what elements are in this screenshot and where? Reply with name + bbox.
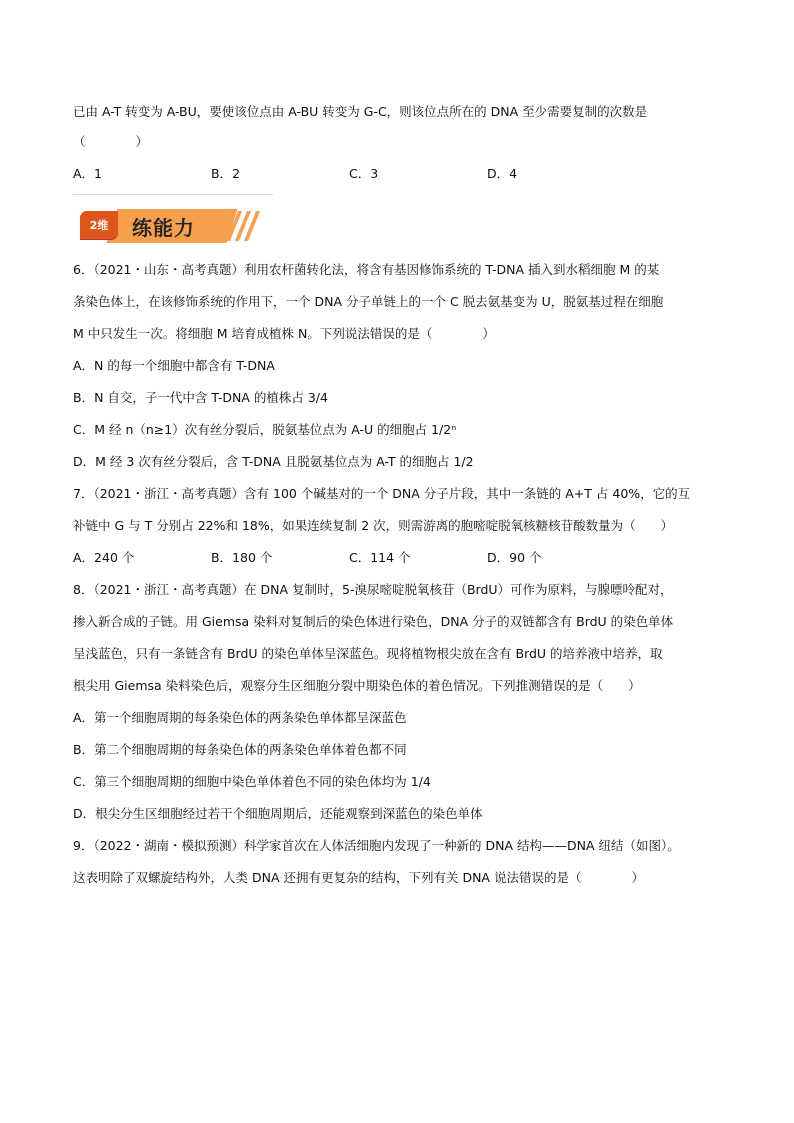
q7-option-d[interactable]: D．90 个 bbox=[487, 550, 542, 565]
q6-stem-line-1: 6．（2021・山东・高考真题）利用农杆菌转化法，将含有基因修饰系统的 T-DNA 插入到水稻细胞 M 的某 bbox=[73, 262, 660, 277]
q7-stem-line-1: 7．（2021・浙江・高考真题）含有 100 个碱基对的一个 DNA 分子片段，其中一条链的 A+T 占 40%，它的互 bbox=[73, 486, 691, 501]
q8-option-a[interactable]: A．第一个细胞周期的每条染色体的两条染色单体都呈深蓝色 bbox=[73, 710, 407, 725]
q5-option-a[interactable]: A．1 bbox=[73, 166, 103, 181]
q9-stem-line-1: 9．（2022・湖南・模拟预测）科学家首次在人体活细胞内发现了一种新的 DNA 结构——DNA 纽结（如图）。 bbox=[73, 838, 680, 853]
q9-stem-line-2: 这表明除了双螺旋结构外，人类 DNA 还拥有更复杂的结构，下列有关 DNA 说法错误的是（ ） bbox=[73, 870, 644, 885]
q8-option-c[interactable]: C．第三个细胞周期的细胞中染色单体着色不同的染色体均为 1/4 bbox=[73, 774, 431, 789]
q6-stem-line-3: M 中只发生一次。将细胞 M 培育成植株 N。下列说法错误的是（ ） bbox=[73, 326, 495, 341]
q5-options bbox=[73, 166, 633, 182]
q6-option-c[interactable]: C．M 经 n（n≥1）次有丝分裂后，脱氨基位点为 A-U 的细胞占 1/2ⁿ bbox=[73, 422, 457, 437]
q6-option-b[interactable]: B．N 自交，子一代中含 T-DNA 的植株占 3/4 bbox=[73, 390, 328, 405]
section-badge: 2维 bbox=[80, 211, 118, 239]
q7-options bbox=[73, 550, 633, 566]
q7-option-c[interactable]: C．114 个 bbox=[349, 550, 411, 565]
q7-option-b[interactable]: B．180 个 bbox=[211, 550, 273, 565]
section-banner bbox=[80, 206, 255, 244]
q7-stem-line-2: 补链中 G 与 T 分别占 22%和 18%，如果连续复制 2 次，则需游离的胞嘧啶脱氧核糖核苷酸数量为（ ） bbox=[73, 518, 674, 533]
q5-option-d[interactable]: D．4 bbox=[487, 166, 518, 181]
q8-stem-line-2: 掺入新合成的子链。用 Giemsa 染料对复制后的染色体进行染色，DNA 分子的双链都含有 BrdU 的染色单体 bbox=[73, 614, 674, 629]
q8-option-b[interactable]: B．第二个细胞周期的每条染色体的两条染色单体着色都不同 bbox=[73, 742, 407, 757]
section-title: 练能力 bbox=[132, 216, 195, 240]
q8-option-d[interactable]: D．根尖分生区细胞经过若干个细胞周期后，还能观察到深蓝色的染色单体 bbox=[73, 806, 483, 821]
q8-stem-line-3: 呈浅蓝色，只有一条链含有 BrdU 的染色单体呈深蓝色。现将植物根尖放在含有 BrdU 的培养液中培养，取 bbox=[73, 646, 663, 661]
q6-option-d[interactable]: D．M 经 3 次有丝分裂后，含 T-DNA 且脱氨基位点为 A-T 的细胞占 1/2 bbox=[73, 454, 474, 469]
q6-option-a[interactable]: A．N 的每一个细胞中都含有 T-DNA bbox=[73, 358, 275, 373]
q8-stem-line-4: 根尖用 Giemsa 染料染色后，观察分生区细胞分裂中期染色体的着色情况。下列推测错误的是（ ） bbox=[73, 678, 641, 693]
q5-stem-line-2: （ ） bbox=[73, 134, 149, 149]
q8-stem-line-1: 8．（2021・浙江・高考真题）在 DNA 复制时，5-溴尿嘧啶脱氧核苷（BrdU）可作为原料，与腺嘌呤配对， bbox=[73, 582, 673, 597]
q5-option-b[interactable]: B．2 bbox=[211, 166, 241, 181]
section-divider bbox=[73, 194, 273, 195]
q5-option-c[interactable]: C．3 bbox=[349, 166, 379, 181]
q7-option-a[interactable]: A．240 个 bbox=[73, 550, 135, 565]
q5-stem-line-1: 已由 A-T 转变为 A-BU，要使该位点由 A-BU 转变为 G-C，则该位点所在的 DNA 至少需要复制的次数是 bbox=[73, 104, 648, 119]
q6-stem-line-2: 条染色体上，在该修饰系统的作用下，一个 DNA 分子单链上的一个 C 脱去氨基变为 U，脱氨基过程在细胞 bbox=[73, 294, 664, 309]
